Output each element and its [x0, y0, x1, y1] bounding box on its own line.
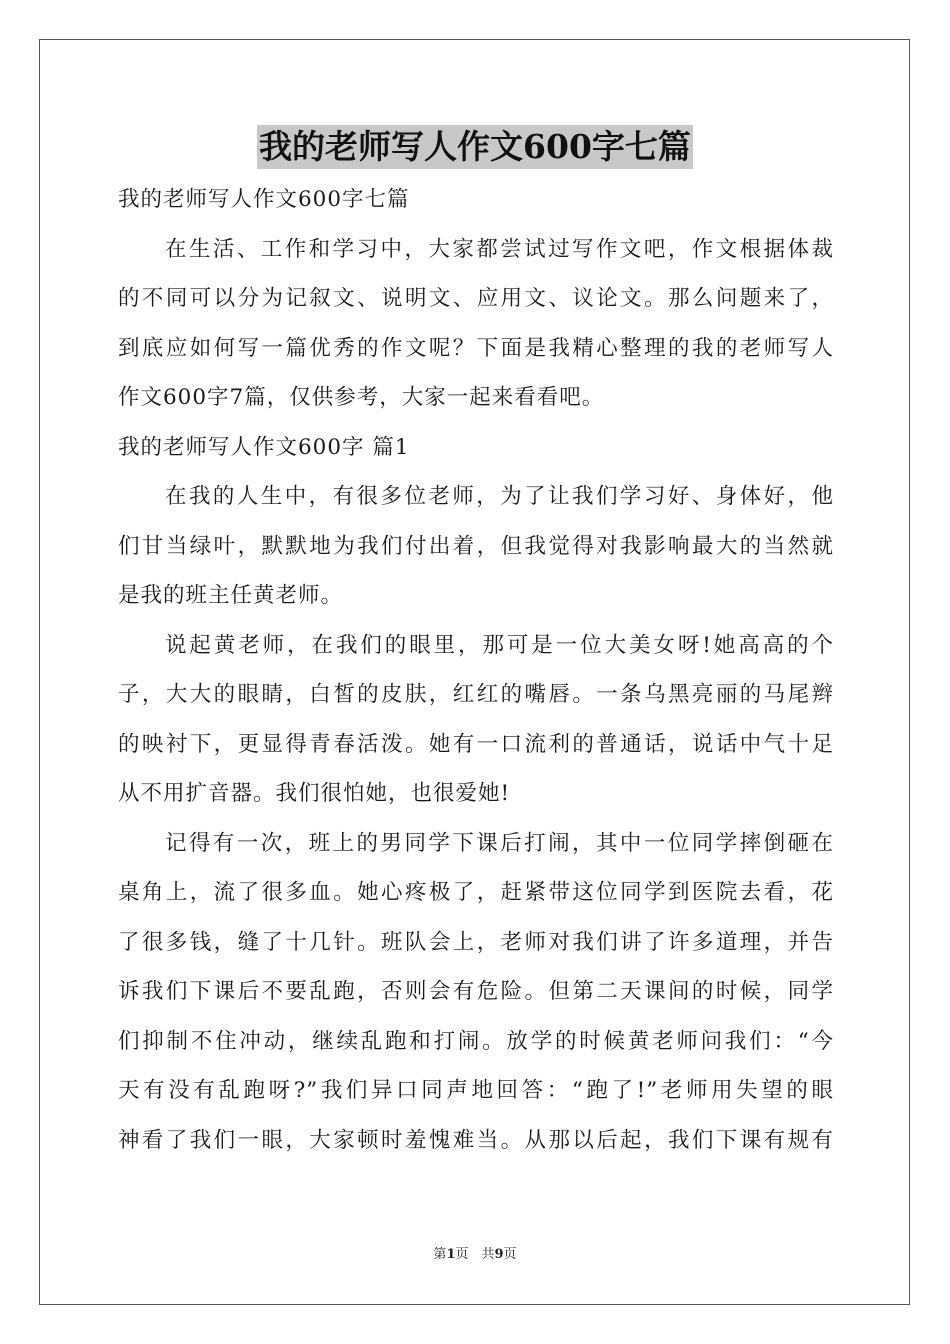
page-footer [0, 1246, 950, 1264]
text-line: 是我的班主任黄老师。 [118, 583, 344, 608]
text-line: 到底应如何写一篇优秀的作文呢？下面是我精心整理的我的老师写人 [118, 335, 834, 361]
footer-total-pages: 9 [494, 1247, 504, 1262]
footer-current-page: 1 [446, 1247, 456, 1262]
text-line: 诉我们下课后不要乱跑，否则会有危险。但第二天课间的时候，同学 [118, 979, 834, 1004]
text-line: 作文600字7篇，仅供参考，大家一起来看看吧。 [118, 385, 605, 410]
document-title: 我的老师写人作文600字七篇 [257, 125, 693, 169]
text-line: 们甘当绿叶，默默地为我们付出着，但我觉得对我影响最大的当然就 [118, 533, 834, 559]
text-line: 我的老师写人作文600字 篇1 [118, 434, 410, 460]
text-line: 神看了我们一眼，大家顿时羞愧难当。从那以后起，我们下课有规有 [118, 1127, 834, 1153]
text-line: 在生活、工作和学习中，大家都尝试过写作文吧，作文根据体裁 [165, 236, 834, 262]
text-line: 了很多钱，缝了十几针。班队会上，老师对我们讲了许多道理，并告 [118, 929, 834, 955]
document-body [118, 175, 834, 1165]
text-line: 说起黄老师，在我们的眼里，那可是一位大美女呀!她高高的个 [165, 632, 834, 658]
title-container [0, 125, 950, 169]
text-line: 桌角上，流了很多血。她心疼极了，赶紧带这位同学到医院去看，花 [118, 880, 834, 905]
text-line: 我的老师写人作文600字七篇 [118, 187, 410, 212]
footer-middle: 页 共 [455, 1247, 495, 1262]
footer-prefix: 第 [433, 1247, 447, 1262]
text-line: 在我的人生中，有很多位老师，为了让我们学习好、身体好，他 [165, 484, 834, 509]
text-line: 的不同可以分为记叙文、说明文、应用文、议论文。那么问题来了， [118, 286, 834, 311]
text-line: 子，大大的眼睛，白皙的皮肤，红红的嘴唇。一条乌黑亮丽的马尾辫 [118, 682, 834, 707]
text-line: 天有没有乱跑呀?”我们异口同声地回答：“跑了!”老师用失望的眼 [118, 1078, 834, 1103]
footer-suffix: 页 [503, 1247, 517, 1262]
text-line: 的映衬下，更显得青春活泼。她有一口流利的普通话，说话中气十足 [118, 731, 834, 757]
text-line: 记得有一次，班上的男同学下课后打闹，其中一位同学摔倒砸在 [165, 830, 834, 856]
text-line: 们抑制不住冲动，继续乱跑和打闹。放学的时候黄老师问我们：“今 [118, 1028, 834, 1054]
text-line: 从不用扩音器。我们很怕她，也很爱她! [118, 781, 511, 806]
